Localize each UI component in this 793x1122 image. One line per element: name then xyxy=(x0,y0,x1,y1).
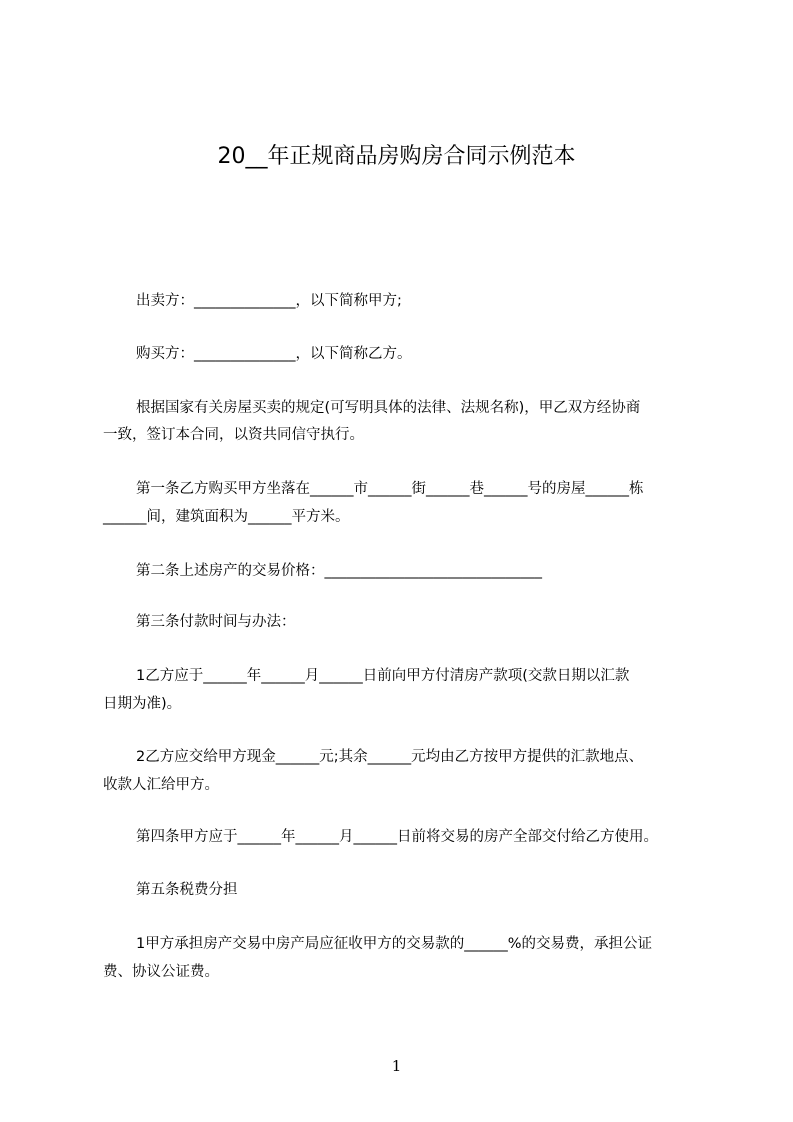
article-3-item-1-line-1: 1乙方应于______年______月______日前向甲方付清房产款项(交款日期以汇款 xyxy=(136,668,630,684)
article-2-line: 第二条上述房产的交易价格：______________________________ xyxy=(136,563,542,579)
seller-line: 出卖方：______________，以下简称甲方; xyxy=(136,293,402,309)
document-title: 20__年正规商品房购房合同示例范本 xyxy=(217,144,576,169)
preamble-line-1: 根据国家有关房屋买卖的规定(可写明具体的法律、法规名称)，甲乙双方经协商 xyxy=(136,400,641,416)
article-3-item-1-line-2: 日期为准)。 xyxy=(103,696,182,712)
article-5-item-1-line-2: 费、协议公证费。 xyxy=(103,964,219,980)
article-1-line-2: ______间，建筑面积为______平方米。 xyxy=(103,509,350,525)
page-number: 1 xyxy=(391,1057,402,1075)
article-1-line-1: 第一条乙方购买甲方坐落在______市______街______巷______号的房屋______栋 xyxy=(136,481,644,497)
article-5-heading: 第五条税费分担 xyxy=(136,882,238,898)
article-5-item-1-line-1: 1甲方承担房产交易中房产局应征收甲方的交易款的______%的交易费，承担公证 xyxy=(136,936,653,952)
article-3-heading: 第三条付款时间与办法： xyxy=(136,614,296,630)
article-3-item-2-line-1: 2乙方应交给甲方现金______元;其余______元均由乙方按甲方提供的汇款地点、 xyxy=(136,749,644,765)
article-4-line: 第四条甲方应于______年______月______日前将交易的房产全部交付给乙方使用。 xyxy=(136,829,658,845)
buyer-line: 购买方：______________，以下简称乙方。 xyxy=(136,346,412,362)
article-3-item-2-line-2: 收款人汇给甲方。 xyxy=(103,777,219,793)
preamble-line-2: 一致，签订本合同，以资共同信守执行。 xyxy=(103,427,364,443)
